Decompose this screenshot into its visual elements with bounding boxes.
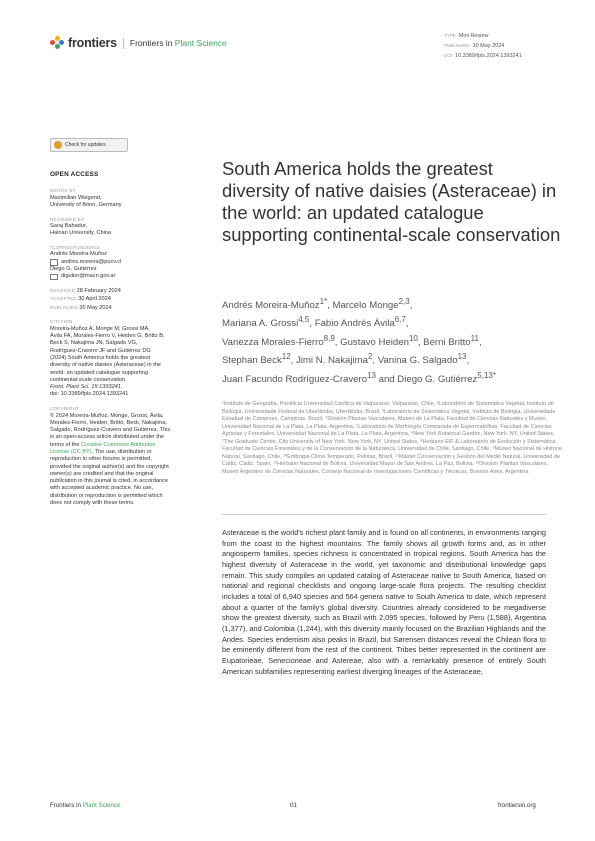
author-list: Andrés Moreira-Muñoz$^{1*}$, Marcelo Monge$^{2,3}$, Mariana A. Grossi$^{4,5}$, Fabio Andrés Ávila$^{6,7}$, Vanezza Morales-Fierro$^{8,9}$, Gustavo Heiden$^{10}$, Berni Britto$^{11}$, Stephan Beck$^{12}$, Jimi N. Nakajima$^2$, Vanina G. Salgado$^{13}$, Juan Facundo Rodríguez-Cravero$^{13}$ and Diego G. Gutiérrez$^{5,13*}$: [222, 297, 496, 385]
brand-name: frontiers: [68, 36, 117, 50]
correspondence: *CORRESPONDENCE Andrés Moreira-Muñoz andres.moreira@pucv.cl Diego G. Gutiérrez digutier@macn.gov.ar: [50, 245, 122, 280]
mail-icon: [50, 259, 58, 266]
article-title: South America holds the greatest diversity of native daisies (Asteraceae) in the world: an updated catalogue supporting continental-scale conservation: [222, 158, 561, 245]
doi-link[interactable]: 10.3389/fpls.2024.1393241: [455, 53, 522, 59]
footer-site-link[interactable]: frontiersin.org: [498, 802, 536, 809]
license-link[interactable]: Creative Commons Attribution License (CC BY).: [50, 441, 156, 455]
email-link[interactable]: andres.moreira@pucv.cl: [61, 258, 122, 265]
reviewed-by: REVIEWED BY Saraj Bahadur, Hainan University, China: [50, 216, 112, 237]
open-access-label: OPEN ACCESS: [50, 171, 99, 178]
copyright: COPYRIGHT © 2024 Moreira-Muñoz, Monge, Grossi, Ávila, Morales-Fierro, Heiden, Britto, Beck, Nakajima, Salgado, Rodríguez-Cravero and Gutiérrez. This is an open-access article distributed under the terms of the Creative Commons Attribution License (CC BY). The use, distribution or reproduction in other forums is permitted, provided the original author(s) and the copyright owner(s) are credited and that the original publication in this journal is cited, in accordance with accepted academic practice. No use, distribution or reproduction is permitted which does not comply with these terms.: [50, 406, 171, 507]
published-date: 30 May 2024: [472, 43, 505, 49]
affiliations: ¹Instituto de Geografía, Pontificia Universidad Católica de Valparaíso, Valparaíso, Chile, ²Laboratório de Sistemática Vegetal, Instituto de Biologia, Universidade Federal de Uberlândia, Uberlândia, Brazil, ³Laboratório de Sistemática Vegetal, Instituto de Biologia, Universidade Estadual de Campinas, Campinas, Brazil, ⁴División Plantas Vasculares, Museo de La Plata, Facultad de Ciencias Naturales y Museo, Universidad Nacional de La Plata, La Plata, Argentina, ⁵Laboratorio de Morfología Comparada de Espermatófitas, Facultad de Ciencias Agrarias y Forestales, Universidad Nacional de La Plata, La Plata, Argentina, ⁶New York Botanical Garden, New York, NY, United States, ⁷The Graduate Center, City University of New York, New York, NY, United States, ⁸Herbario EIF & Laboratorio de Evolución y Sistemática, Facultad de Ciencias Forestales y de la Conservación de la Naturaleza, Universidad de Chile, Santiago, Chile, ⁹Museo Nacional de Historia Natural, Santiago, Chile, ¹⁰Embrapa Clima Temperado, Pelotas, Brazil, ¹¹Máster Conservación y Gestión del Medio Natural, Universidad de Cádiz, Cádiz, Spain, ¹²Herbario Nacional de Bolivia, Universidad Mayor de San Andrés, La Paz, Bolivia, ¹³División Plantas Vasculares, Museo Argentino de Ciencias Naturales, Consejo Nacional de Investigaciones Científicas y Técnicas, Buenos Aires, Argentina: [222, 401, 562, 475]
article-type: Mini Review: [458, 33, 489, 39]
header-divider: [123, 38, 124, 49]
journal-header: [50, 36, 227, 50]
mail-icon: [50, 274, 58, 281]
edited-by: EDITED BY Maximilian Weigend, University of Bonn, Germany: [50, 188, 122, 208]
section-divider: [222, 514, 546, 515]
check-for-updates-button[interactable]: Check for updates: [50, 138, 128, 152]
article-meta: TYPE Mini Review PUBLISHED 30 May 2024 DOI 10.3389/fpls.2024.1393241: [444, 33, 522, 59]
update-icon: [54, 141, 62, 149]
citation: CITATION Moreira-Muñoz A, Monge M, Grossi MA, Ávila FA, Morales-Fierro V, Heiden G, Britto B, Beck S, Nakajima JN, Salgado VG, Rodríguez-Cravero JF and Gutiérrez DG (2024) South America holds the greatest diversity of native daisies (Asteraceae) in the world: an updated catalogue supporting continental-scale conservation. Front. Plant Sci. 15:1393241. doi: 10.3389/fpls.2024.1393241: [50, 318, 172, 398]
citation-doi[interactable]: doi: 10.3389/fpls.2024.1393241: [50, 391, 129, 398]
page-number: 01: [290, 802, 297, 809]
email-link[interactable]: digutier@macn.gov.ar: [61, 273, 116, 280]
footer-journal: Frontiers in Plant Science: [50, 802, 121, 809]
article-sidebar: [50, 171, 172, 514]
abstract: Asteraceae is the world's richest plant family and is found on all continents, in environments ranging from the coast to the highest mountains. The family shows all growth forms and, as in other angiosperm families, species richness is concentrated in tropical regions. South America has the highest diversity of Asteraceae in the world, yet taxonomic and distributional knowledge gaps remain. This study compiles an updated catalog of Asteraceae native to South America, based on national and regional checklists and ongoing large-scale flora projects. The resulting checklist includes a total of 6,940 species and 564 genera native to South America to date, which represent about a quarter of the family's global diversity. Countries already considered to be megadiverse show the greatest diversity, such as Brazil with 2,095 species, followed by Peru (1,588), Argentina (1,377), and Colombia (1,244), with this diversity mainly focused on the Brazilian Highlands and the Andes. Species endemism also peaks in Brazil, but Sørensen distances reveal the Chilean flora to be eminently different from the rest of the continent. Tribes better represented in the continent are Eupatorieae, Senecioneae and Astereae, also with a remarkably presence of entirely South American subfamilies representing earliest diverging lineages of the Asteraceae,: [222, 528, 546, 676]
article-dates: RECEIVED 28 February 2024 ACCEPTED 30 April 2024 PUBLISHED 30 May 2024: [50, 288, 121, 311]
journal-name[interactable]: Frontiers in Plant Science: [129, 38, 227, 48]
frontiers-logo-icon: [50, 36, 64, 50]
